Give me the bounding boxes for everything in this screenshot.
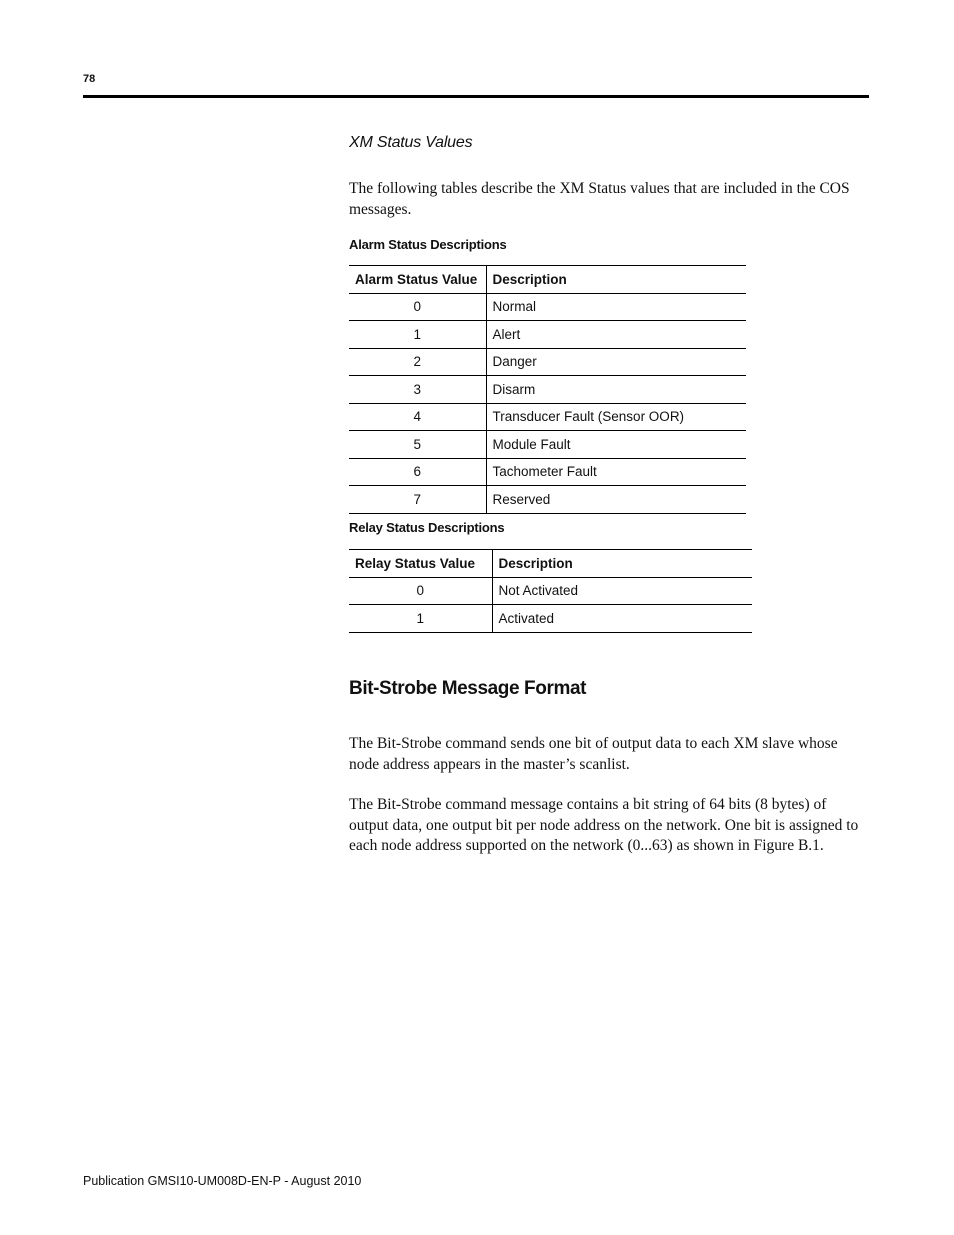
table-row: [349, 431, 746, 459]
table-cell-value: 6: [349, 458, 486, 486]
table-cell-value: 2: [349, 348, 486, 376]
body-paragraph: The Bit-Strobe command message contains a bit string of 64 bits (8 bytes) of output data, one output bit per node address on the network. One bit is assigned to each node address supported on the network (0...63) as shown in Figure B.1.: [349, 796, 859, 854]
table-row: [349, 348, 746, 376]
table-row: [349, 458, 746, 486]
table-cell-value: 0: [349, 293, 486, 321]
table-cell-description: Module Fault: [486, 431, 746, 459]
table-header-cell: Description: [486, 266, 746, 294]
table-row: [349, 403, 746, 431]
table-cell-description: Normal: [486, 293, 746, 321]
table-header-row: [349, 266, 746, 294]
table-cell-description: Disarm: [486, 376, 746, 404]
table-cell-description: Danger: [486, 348, 746, 376]
table-header-cell: Relay Status Value: [349, 550, 492, 578]
section-title: XM Status Values: [349, 134, 473, 151]
alarm-status-table: [349, 265, 746, 514]
table-cell-value: 1: [349, 321, 486, 349]
table-cell-value: 0: [349, 577, 492, 605]
section-heading: Bit-Strobe Message Format: [349, 678, 587, 699]
table-row: [349, 486, 746, 514]
intro-paragraph: The following tables describe the XM Status values that are included in the COS messages.: [349, 180, 850, 218]
body-paragraph: The Bit-Strobe command sends one bit of output data to each XM slave whose node address appears in the master’s scanlist.: [349, 735, 838, 773]
table-row: [349, 293, 746, 321]
alarm-table-caption: Alarm Status Descriptions: [349, 237, 507, 252]
table-row: [349, 605, 752, 633]
table-cell-description: Transducer Fault (Sensor OOR): [486, 403, 746, 431]
table-cell-description: Not Activated: [492, 577, 752, 605]
table-cell-description: Activated: [492, 605, 752, 633]
table-cell-value: 3: [349, 376, 486, 404]
relay-status-table: [349, 549, 752, 633]
table-header-row: [349, 550, 752, 578]
table-header-cell: Alarm Status Value: [349, 266, 486, 294]
table-cell-value: 7: [349, 486, 486, 514]
header-rule: [83, 95, 869, 98]
table-cell-value: 1: [349, 605, 492, 633]
table-row: [349, 376, 746, 404]
footer-publication: Publication GMSI10-UM008D-EN-P - August 2010: [83, 1174, 362, 1188]
relay-table-caption: Relay Status Descriptions: [349, 520, 505, 535]
table-cell-description: Alert: [486, 321, 746, 349]
table-cell-description: Reserved: [486, 486, 746, 514]
table-header-cell: Description: [492, 550, 752, 578]
table-cell-value: 5: [349, 431, 486, 459]
table-cell-value: 4: [349, 403, 486, 431]
table-row: [349, 577, 752, 605]
table-row: [349, 321, 746, 349]
page-number: 78: [83, 73, 96, 85]
table-cell-description: Tachometer Fault: [486, 458, 746, 486]
